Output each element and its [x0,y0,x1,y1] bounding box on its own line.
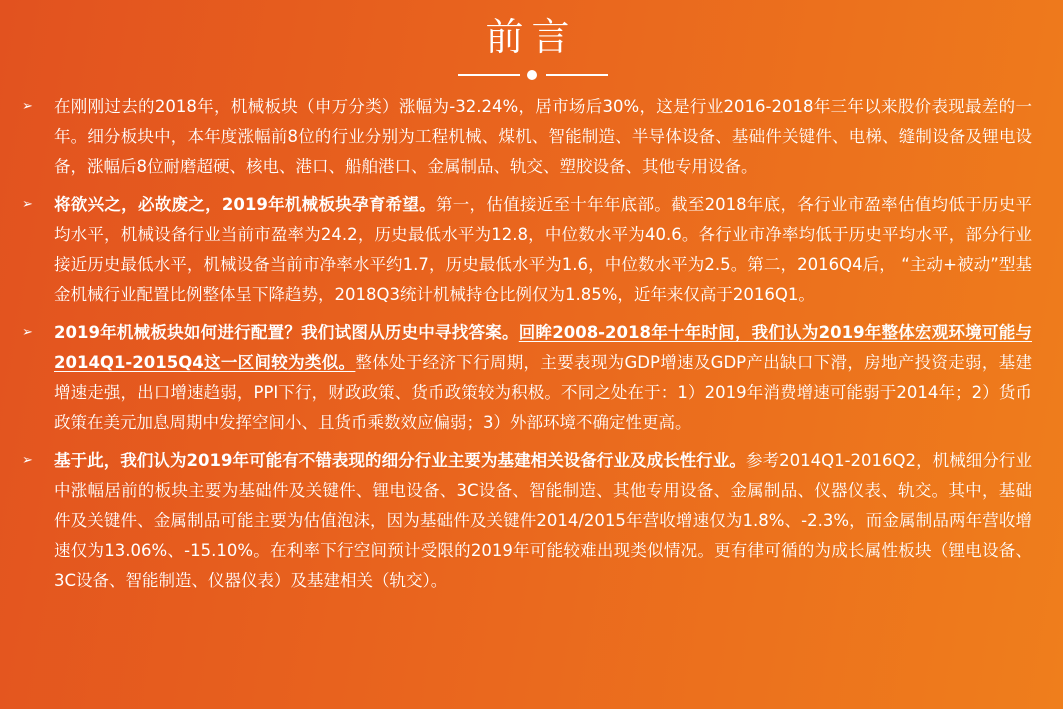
arrowhead-bullet-icon: ➢ [22,197,33,212]
paragraph-2 [22,190,1032,310]
arrowhead-bullet-icon: ➢ [22,99,33,114]
paragraph-text: 第一，估值接近至十年年底部。截至2018年底，各行业市盈率估值均低于历史平均水平，机械设备行业当前市盈率为24.2，历史最低水平为12.8，中位数水平为40.6。各行业市净率均低于历史平均水平，部分行业接近历史最低水平，机械设备当前市净率水平约1.7，历史最低水平为1.6，中位数水平为2.5。第二，2016Q4后， “主动+被动”型基金机械行业配置比例整体呈下降趋势，2018Q3统计机械持仓比例仅为1.85%，近年来仅高于2016Q1。 [54,195,1032,304]
divider-dot [527,70,537,80]
divider-line-left [458,74,520,76]
paragraph-text: 参考2014Q1-2016Q2，机械细分行业中涨幅居前的板块主要为基础件及关键件、锂电设备、3C设备、智能制造、其他专用设备、金属制品、仪器仪表、轨交。其中，基础件及关键件、金属制品可能主要为估值泡沫，因为基础件及关键件2014/2015年营收增速仅为1.8%、-2.3%，而金属制品两年营收增速仅为13.06%、-15.10%。在利率下行空间预计受限的2019年可能较难出现类似情况。更有律可循的为成长属性板块（锂电设备、3C设备、智能制造、仪器仪表）及基建相关（轨交）。 [54,451,1032,590]
page-title: 前言 [485,15,578,59]
paragraph-lead: 将欲兴之，必故废之，2019年机械板块孕育希望。 [54,195,436,214]
paragraph-highlight: 回眸2008-2018年十年时间，我们认为2019年整体宏观环境可能与2014Q1-2015Q4这一区间较为类似。 [54,323,1032,372]
paragraph-4 [22,446,1032,596]
title-divider [458,68,608,82]
arrowhead-bullet-icon: ➢ [22,325,33,340]
divider-line-right [546,74,608,76]
paragraph-lead: 2019年机械板块如何进行配置？我们试图从历史中寻找答案。 [54,323,519,342]
preface-content [22,92,1032,604]
paragraph-1 [22,92,1032,182]
paragraph-text: 在刚刚过去的2018年，机械板块（申万分类）涨幅为-32.24%，居市场后30%，这是行业2016-2018年三年以来股价表现最差的一年。细分板块中，本年度涨幅前8位的行业分别为工程机械、煤机、智能制造、半导体设备、基础件关键件、电梯、缝制设备及锂电设备，涨幅后8位耐磨超硬、核电、港口、船舶港口、金属制品、轨交、塑胶设备、其他专用设备。 [54,97,1032,176]
paragraph-text: 整体处于经济下行周期，主要表现为GDP增速及GDP产出缺口下滑，房地产投资走弱，基建增速走强，出口增速趋弱，PPI下行，财政政策、货币政策较为积极。不同之处在于：1）2019年消费增速可能弱于2014年；2）货币政策在美元加息周期中发挥空间小、且货币乘数效应偏弱；3）外部环境不确定性更高。 [54,353,1032,432]
paragraph-lead: 基于此，我们认为2019年可能有不错表现的细分行业主要为基建相关设备行业及成长性行业。 [54,451,746,470]
paragraph-3 [22,318,1032,438]
arrowhead-bullet-icon: ➢ [22,453,33,468]
